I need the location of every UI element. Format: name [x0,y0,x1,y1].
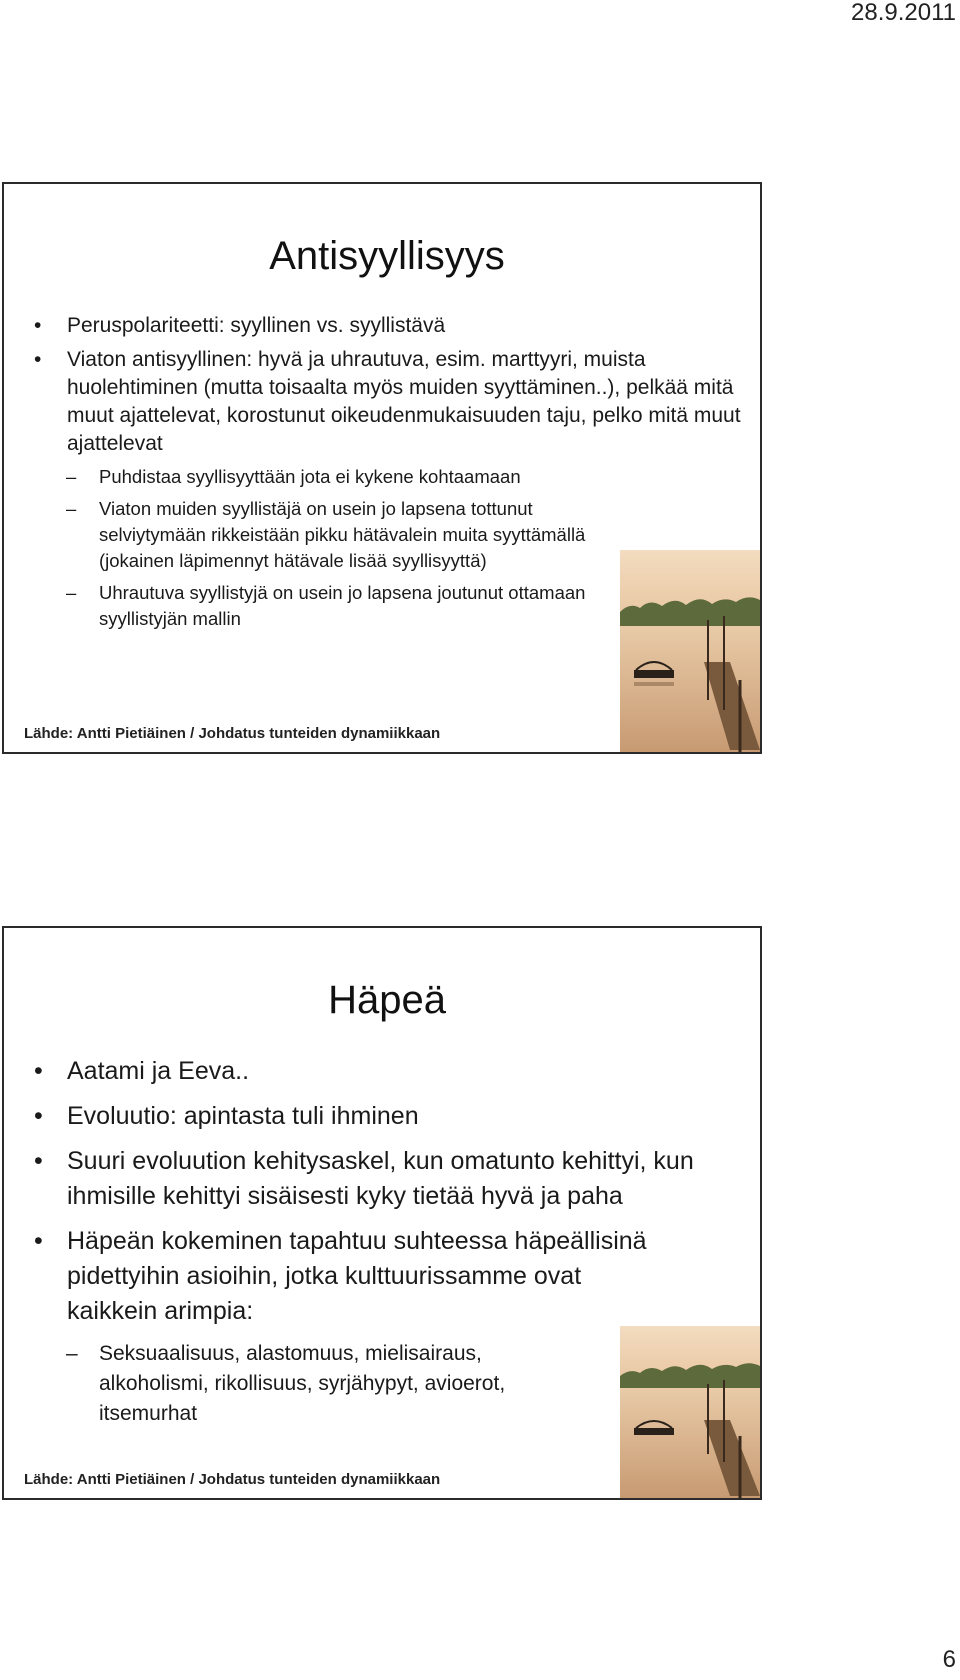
bullet-item: • Suuri evoluution kehitysaskel, kun omatunto kehittyi, kun ihmisille kehittyi sisäisesti kyky tietää hyvä ja paha [4,1144,760,1214]
lake-pier-image [620,1326,760,1498]
bullet-item: • Evoluutio: apintasta tuli ihminen [4,1099,760,1134]
slide-title: Häpeä [328,978,446,1022]
bullet-item: • Häpeän kokeminen tapahtuu suhteessa häpeällisinä pidettyihin asioihin, jotka kulttuurissamme ovat kaikkein arimpia: [4,1224,760,1329]
bullet-item: • Peruspolariteetti: syyllinen vs. syyllistävä [4,312,760,340]
lake-pier-image [620,550,760,752]
sub-bullet-item: – Seksuaalisuus, alastomuus, mielisairaus, alkoholismi, rikollisuus, syrjähypyt, avioerot, itsemurhat [4,1339,760,1429]
sub-bullet-item: – Puhdistaa syyllisyyttään jota ei kykene kohtaamaan [4,464,760,490]
lake-pier-photo [620,550,760,752]
bullet-item: • Viaton antisyyllinen: hyvä ja uhrautuva, esim. marttyyri, muista huolehtiminen (mutta toisaalta myös muiden syyttäminen..), pelkää mitä muut ajattelevat, korostunut oikeudenmukaisuuden taju, pelko mitä muut ajattelevat [4,346,760,458]
sub-bullet-item: – Uhrautuva syyllistyjä on usein jo lapsena joutunut ottamaan syyllistyjän mallin [4,580,760,632]
slide-antisyyllisyys [2,182,762,754]
slide-title: Antisyyllisyys [269,234,505,278]
page-date: 28.9.2011 [851,0,956,26]
slide-hapea [2,926,762,1500]
page-number: 6 [942,1646,956,1673]
sub-bullet-item: – Viaton muiden syyllistäjä on usein jo lapsena tottunut selviytymään rikkeistään pikku hätävalein muita syyttämällä (jokainen läpimennyt hätävale lisää syyllisyyttä) [4,496,760,574]
lake-pier-photo [620,1326,760,1498]
bullet-item: • Aatami ja Eeva.. [4,1054,760,1089]
source-citation: Lähde: Antti Pietiäinen / Johdatus tunteiden dynamiikkaan [24,725,441,742]
source-citation: Lähde: Antti Pietiäinen / Johdatus tunteiden dynamiikkaan [24,1471,441,1488]
